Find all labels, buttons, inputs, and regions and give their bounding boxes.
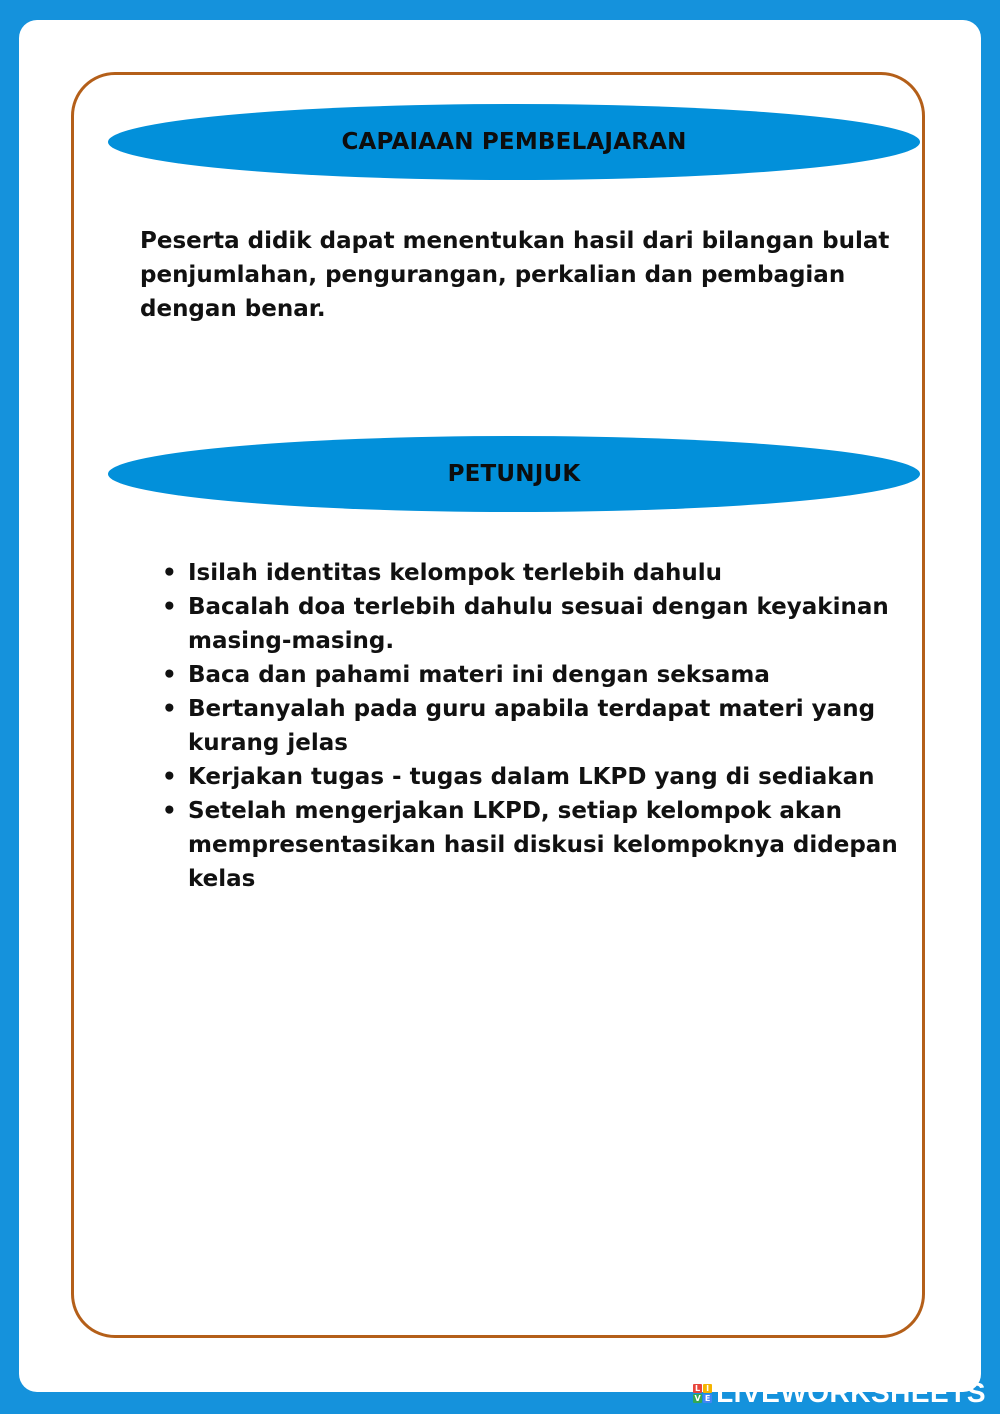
learning-outcomes-text: Peserta didik dapat menentukan hasil dari bilangan bulat penjumlahan, pengurangan, perkalian dan pembagian dengan benar. <box>140 228 890 322</box>
list-item: • Bertanyalah pada guru apabila terdapat materi yang kurang jelas <box>188 692 908 760</box>
list-item: • Kerjakan tugas - tugas dalam LKPD yang di sediakan <box>188 760 908 794</box>
liveworksheets-logo[interactable] <box>693 1378 986 1408</box>
list-item: • Isilah identitas kelompok terlebih dahulu <box>188 556 908 590</box>
liveworksheets-logo-icon <box>693 1384 712 1403</box>
logo-mark-cell: I <box>703 1384 712 1393</box>
bullet-icon: • <box>162 662 177 688</box>
learning-outcomes-heading <box>108 104 920 180</box>
instructions-heading-text: PETUNJUK <box>447 461 581 487</box>
instructions-heading <box>108 436 920 512</box>
bullet-icon: • <box>162 798 177 824</box>
logo-mark-cell: V <box>694 1393 701 1403</box>
liveworksheets-logo-text: LIVEWORKSHEETS <box>716 1377 986 1408</box>
bullet-icon: • <box>162 764 177 790</box>
learning-outcomes-heading-text: CAPAIAAN PEMBELAJARAN <box>341 129 687 155</box>
list-item: • Baca dan pahami materi ini dengan seksama <box>188 658 908 692</box>
bullet-icon: • <box>162 594 177 620</box>
list-item: • Bacalah doa terlebih dahulu sesuai dengan keyakinan masing-masing. <box>188 590 908 658</box>
bullet-icon: • <box>162 696 177 722</box>
logo-mark-cell: E <box>704 1393 711 1403</box>
logo-mark-cell: L <box>695 1383 701 1393</box>
bullet-icon: • <box>162 560 177 586</box>
list-item: • Setelah mengerjakan LKPD, setiap kelompok akan mempresentasikan hasil diskusi kelompoknya didepan kelas <box>188 794 908 896</box>
instructions-list <box>162 556 908 896</box>
